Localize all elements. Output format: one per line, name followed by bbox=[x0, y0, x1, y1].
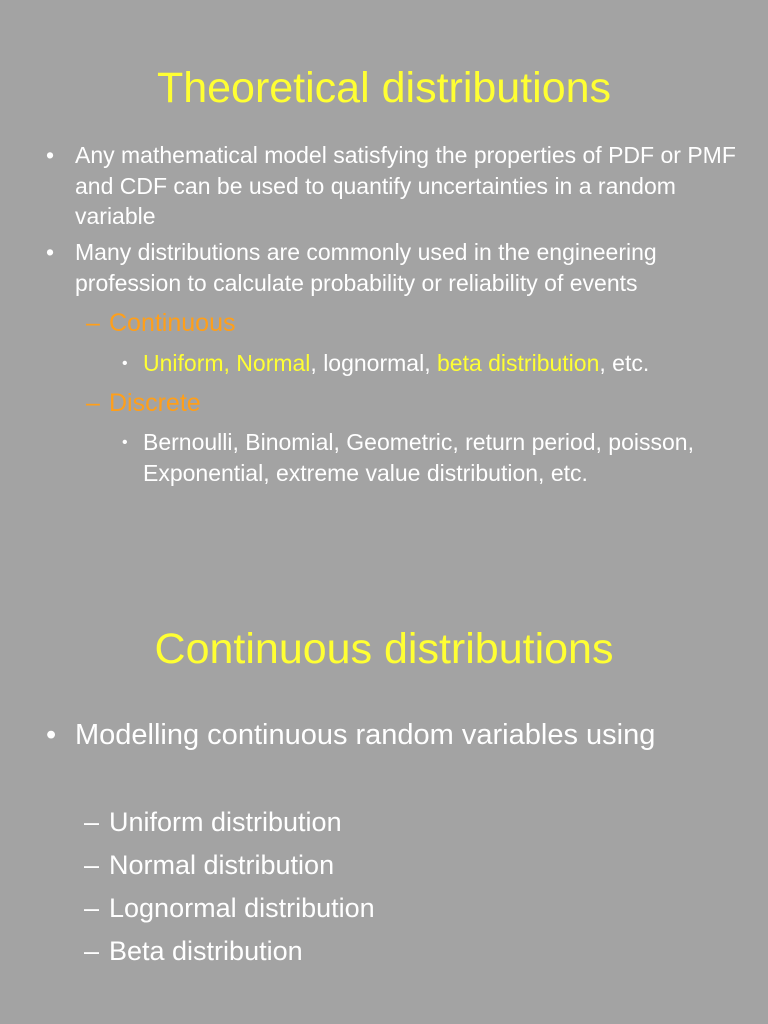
bullet-icon: • bbox=[122, 355, 128, 372]
subitem-text: Normal distribution bbox=[109, 850, 335, 880]
bullet-icon: • bbox=[46, 239, 55, 265]
subitem-text: Lognormal distribution bbox=[109, 893, 375, 923]
bullet-text: Modelling continuous random variables using bbox=[75, 719, 656, 751]
dash-icon: – bbox=[86, 389, 100, 417]
bullet-text: Many distributions are commonly used in the engineering profession to calculate probability or reliability of events bbox=[75, 239, 657, 296]
bullet-icon: • bbox=[46, 142, 55, 168]
bullet-icon: • bbox=[46, 719, 57, 751]
subitem-text: Uniform distribution bbox=[109, 807, 342, 837]
discrete-list-text: Bernoulli, Binomial, Geometric, return period, poisson, Exponential, extreme value distribution, etc. bbox=[143, 429, 694, 486]
highlighted-text: beta distribution bbox=[436, 350, 600, 376]
plain-text: , etc. bbox=[599, 350, 650, 376]
dash-icon: – bbox=[84, 807, 100, 837]
subheading-label: Discrete bbox=[109, 389, 201, 417]
plain-text: , lognormal, bbox=[310, 350, 437, 376]
slide-title: Continuous distributions bbox=[154, 625, 614, 673]
dash-icon: – bbox=[84, 850, 100, 880]
highlighted-text: Uniform, Normal bbox=[143, 350, 311, 376]
bullet-text: Any mathematical model satisfying the properties of PDF or PMF and CDF can be used to quantify uncertainties in a random variable bbox=[75, 142, 736, 229]
slide-title: Theoretical distributions bbox=[156, 64, 612, 112]
continuous-list-text bbox=[143, 348, 723, 379]
subheading-label: Continuous bbox=[109, 309, 236, 337]
bullet-icon: • bbox=[122, 434, 128, 451]
dash-icon: – bbox=[84, 936, 100, 966]
slide-continuous-distributions bbox=[0, 600, 768, 1024]
subitem-text: Beta distribution bbox=[109, 936, 303, 966]
dash-icon: – bbox=[84, 893, 100, 923]
dash-icon: – bbox=[86, 309, 100, 337]
